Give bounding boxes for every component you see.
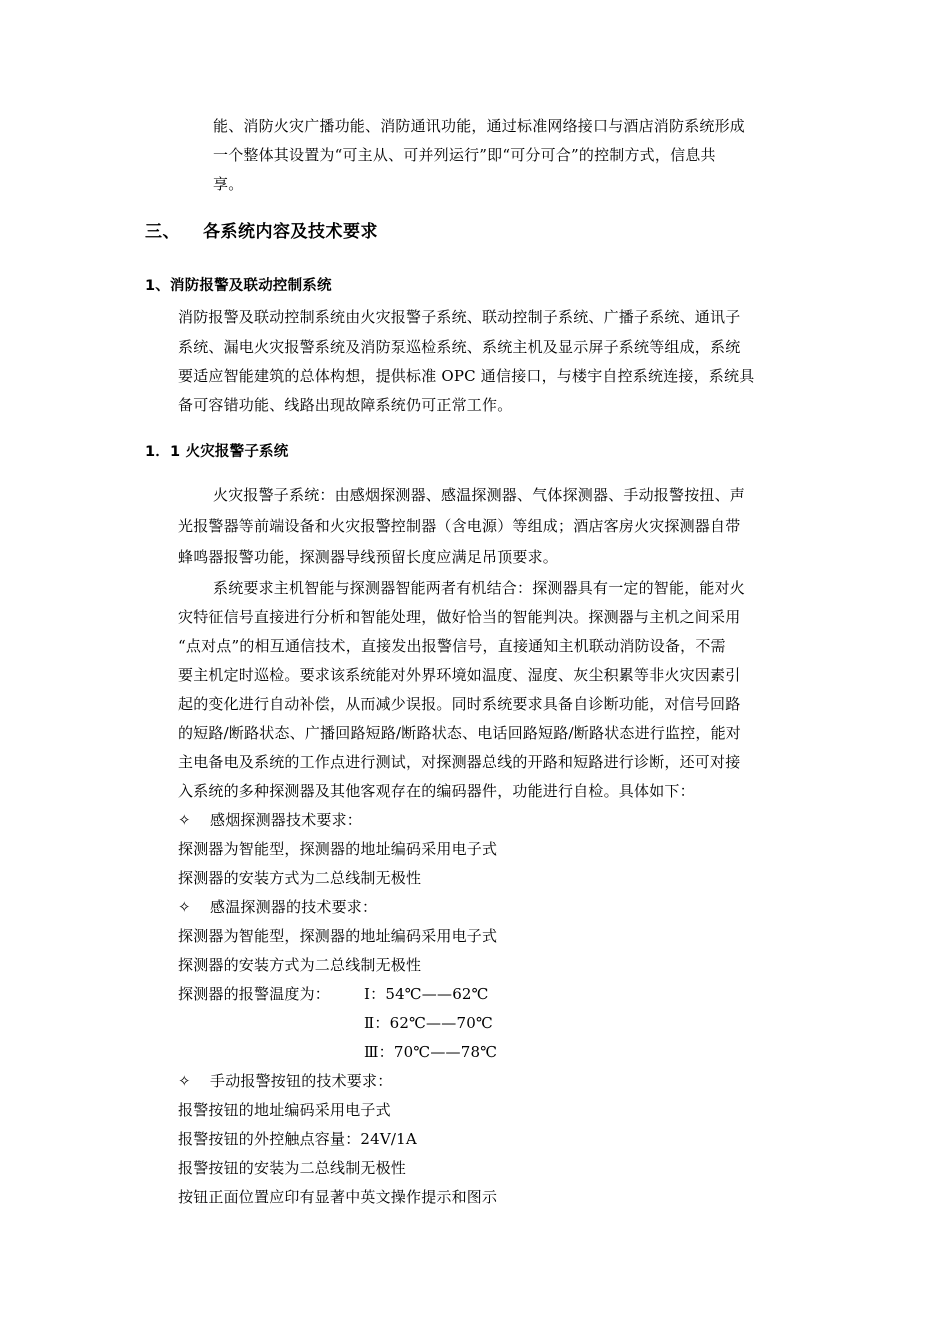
smoke-item-2: 探测器的安装方式为二总线制无极性 [178, 869, 422, 887]
section-title: 各系统内容及技术要求 [203, 222, 378, 242]
manual-item-4: 按钮正面位置应印有显著中英文操作提示和图示 [178, 1188, 498, 1206]
manual-item-2: 报警按钮的外控触点容量：24V/1A [178, 1130, 417, 1148]
smoke-item-1: 探测器为智能型，探测器的地址编码采用电子式 [178, 840, 498, 858]
manual-button-heading [178, 1071, 392, 1091]
sub11-p2-line-6: 的短路/断路状态、广播回路短路/断路状态、电话回路短路/断路状态进行监控，能对 [178, 724, 741, 742]
sub11-p2-line-4: 要主机定时巡检。要求该系统能对外界环境如温度、湿度、灰尘积累等非火灾因素引 [178, 666, 741, 684]
sub11-p1-line-2: 光报警器等前端设备和火灾报警控制器（含电源）等组成；酒店客房火灾探测器自带 [178, 517, 741, 535]
smoke-detector-title: 感烟探测器技术要求： [210, 811, 363, 829]
sub1-line-3: 要适应智能建筑的总体构想，提供标准 OPC 通信接口，与楼宇自控系统连接，系统具 [178, 367, 755, 385]
subsection-heading-1-1: 1．1 火灾报警子系统 [145, 444, 289, 460]
sub11-p2-line-5: 起的变化进行自动补偿，从而减少误报。同时系统要求具备自诊断功能，对信号回路 [178, 695, 741, 713]
sub11-p1-line-3: 蜂鸣器报警功能，探测器导线预留长度应满足吊顶要求。 [178, 548, 559, 566]
diamond-bullet-icon: ✧ [178, 898, 191, 916]
subsection-heading-1: 1、消防报警及联动控制系统 [145, 278, 332, 294]
manual-button-title: 手动报警按钮的技术要求： [210, 1072, 393, 1090]
sub1-line-1: 消防报警及联动控制系统由火灾报警子系统、联动控制子系统、广播子系统、通讯子 [178, 308, 741, 326]
heat-temp-row-1 [178, 984, 489, 1004]
sub11-p1-line-1: 火灾报警子系统：由感烟探测器、感温探测器、气体探测器、手动报警按扭、声 [213, 486, 746, 504]
temperature-range-3: Ⅲ：70℃——78℃ [364, 1043, 498, 1061]
heat-item-2: 探测器的安装方式为二总线制无极性 [178, 956, 422, 974]
temperature-range-2: Ⅱ：62℃——70℃ [364, 1014, 493, 1032]
heat-detector-title: 感温探测器的技术要求： [210, 898, 378, 916]
smoke-detector-heading [178, 810, 362, 830]
intro-line-3: 享。 [213, 175, 244, 193]
sub11-p2-line-8: 入系统的多种探测器及其他客观存在的编码器件，功能进行自检。具体如下： [178, 782, 695, 800]
sub1-line-4: 备可容错功能、线路出现故障系统仍可正常工作。 [178, 396, 513, 414]
heat-detector-heading [178, 897, 377, 917]
intro-line-1: 能、消防火灾广播功能、消防通讯功能，通过标准网络接口与酒店消防系统形成 [213, 117, 746, 135]
sub11-p2-line-1: 系统要求主机智能与探测器智能两者有机结合：探测器具有一定的智能，能对火 [213, 579, 746, 597]
alarm-temperature-label: 探测器的报警温度为： [178, 985, 331, 1003]
sub1-line-2: 系统、漏电火灾报警系统及消防泵巡检系统、系统主机及显示屏子系统等组成，系统 [178, 338, 741, 356]
manual-item-3: 报警按钮的安装为二总线制无极性 [178, 1159, 407, 1177]
diamond-bullet-icon: ✧ [178, 811, 191, 829]
sub11-p2-line-2: 灾特征信号直接进行分析和智能处理，做好恰当的智能判决。探测器与主机之间采用 [178, 608, 741, 626]
manual-item-1: 报警按钮的地址编码采用电子式 [178, 1101, 391, 1119]
section-heading [145, 222, 378, 242]
sub11-p2-line-3: “点对点”的相互通信技术，直接发出报警信号，直接通知主机联动消防设备，不需 [178, 637, 726, 655]
sub11-p2-line-7: 主电备电及系统的工作点进行测试，对探测器总线的开路和短路进行诊断，还可对接 [178, 753, 741, 771]
diamond-bullet-icon: ✧ [178, 1072, 191, 1090]
temperature-range-1: Ⅰ：54℃——62℃ [364, 985, 489, 1003]
heat-item-1: 探测器为智能型，探测器的地址编码采用电子式 [178, 927, 498, 945]
section-number: 三、 [145, 222, 180, 242]
intro-line-2: 一个整体其设置为“可主从、可并列运行”即“可分可合”的控制方式，信息共 [213, 146, 716, 164]
